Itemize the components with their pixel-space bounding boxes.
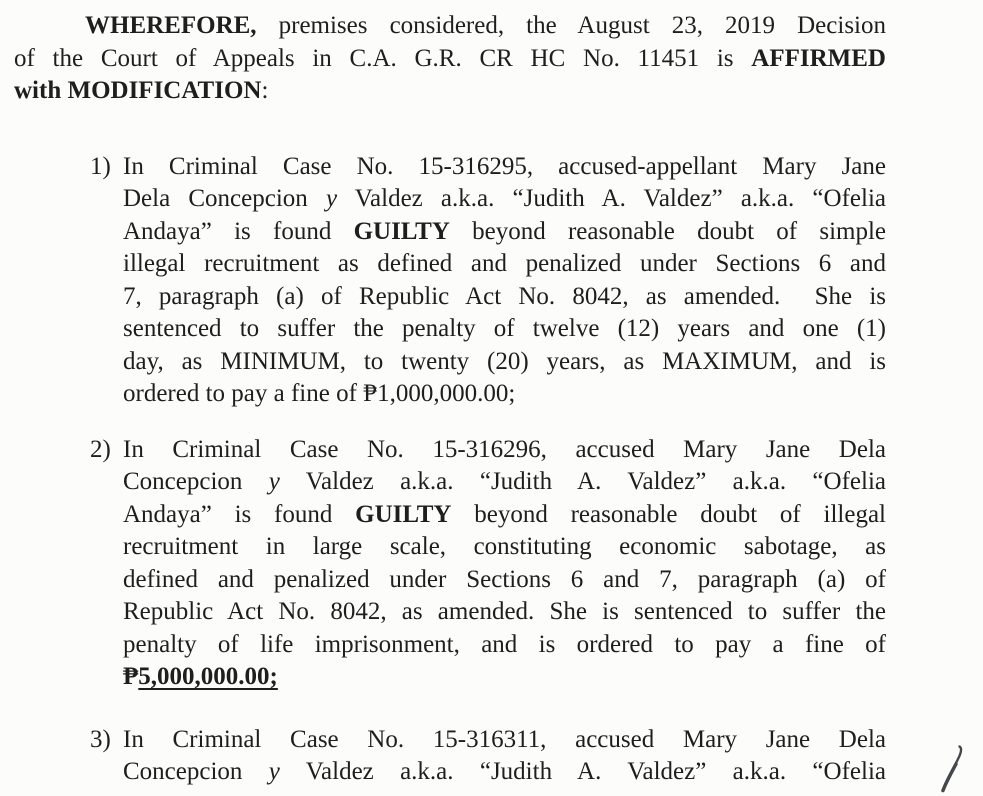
item-number: 2): [90, 435, 111, 463]
text-line: [123, 346, 886, 379]
text-segment: beyond reasonable doubt of illegal: [451, 500, 886, 528]
text-segment: In Criminal Case No. 15-316296, accused Mary Jane Dela: [123, 435, 886, 463]
pen-mark-annotation: [936, 743, 966, 796]
text-line: [123, 596, 886, 629]
text-segment: of the Court of Appeals in C.A. G.R. CR HC No. 11451 is: [14, 44, 752, 72]
wherefore-paragraph: [14, 10, 886, 108]
text-segment: ordered to pay a fine of ₱1,000,000.00;: [123, 380, 516, 407]
text-segment: Andaya” is found: [123, 500, 356, 528]
ruling-item: [90, 724, 886, 789]
text-line: [123, 378, 886, 411]
ruling-item: [90, 434, 886, 694]
text-line: [14, 43, 886, 76]
text-segment: Valdez a.k.a. “Judith A. Valdez” a.k.a. “Ofelia: [279, 468, 886, 495]
ruling-list: [14, 151, 886, 789]
text-segment: Concepcion: [123, 758, 269, 785]
text-line: [123, 629, 886, 662]
text-segment: y: [268, 468, 280, 495]
item-number: 1): [90, 152, 111, 180]
text-line: [123, 661, 886, 694]
text-line: [123, 183, 886, 216]
text-segment: 5,000,000.00;: [138, 663, 278, 690]
text-line: [123, 434, 886, 467]
text-segment: recruitment in large scale, constituting economic sabotage, as: [123, 533, 886, 560]
text-line: [123, 151, 886, 184]
item-number: 3): [90, 725, 111, 753]
text-line: [123, 466, 886, 499]
text-line: [123, 248, 886, 281]
text-segment: beyond reasonable doubt of simple: [449, 217, 887, 245]
text-segment: WHEREFORE,: [85, 12, 257, 39]
text-segment: y: [268, 758, 280, 785]
ruling-item: [90, 151, 887, 411]
text-segment: Valdez a.k.a. “Judith A. Valdez” a.k.a. “Ofelia: [279, 758, 886, 785]
text-line: [123, 281, 886, 314]
text-segment: ₱: [123, 663, 139, 690]
text-segment: day, as MINIMUM, to twenty (20) years, as MAXIMUM, and is: [123, 347, 886, 375]
text-line: [123, 564, 886, 597]
text-line: [14, 75, 886, 108]
text-segment: In Criminal Case No. 15-316311, accused Mary Jane Dela: [123, 725, 886, 753]
text-segment: illegal recruitment as defined and penalized under Sections 6 and: [123, 250, 886, 277]
text-segment: Concepcion: [123, 468, 269, 495]
text-segment: Dela Concepcion: [123, 185, 326, 212]
text-segment: Republic Act No. 8042, as amended. She is sentenced to suffer the: [123, 598, 886, 625]
text-segment: y: [325, 185, 338, 212]
text-line: [123, 499, 886, 532]
text-segment: Andaya” is found: [123, 217, 354, 245]
text-segment: GUILTY: [355, 500, 452, 528]
text-segment: with MODIFICATION: [14, 77, 262, 104]
text-segment: penalty of life imprisonment, and is ordered to pay a fine of: [123, 630, 886, 658]
text-line: [123, 724, 886, 757]
text-segment: 7, paragraph (a) of Republic Act No. 8042, as amended. She is: [123, 282, 886, 310]
text-segment: In Criminal Case No. 15-316295, accused-appellant Mary Jane: [123, 152, 886, 180]
text-segment: sentenced to suffer the penalty of twelve (12) years and one (1): [123, 315, 886, 342]
text-segment: GUILTY: [353, 217, 450, 245]
text-line: [14, 10, 886, 43]
text-line: [123, 313, 886, 346]
text-segment: :: [261, 77, 269, 104]
text-segment: premises considered, the August 23, 2019 Decision: [256, 12, 886, 39]
text-line: [123, 756, 886, 789]
text-line: [123, 531, 886, 564]
text-segment: AFFIRMED: [751, 44, 886, 72]
text-segment: defined and penalized under Sections 6 and 7, paragraph (a) of: [123, 565, 886, 593]
text-segment: Valdez a.k.a. “Judith A. Valdez” a.k.a. “Ofelia: [337, 185, 886, 212]
text-line: [123, 216, 886, 249]
